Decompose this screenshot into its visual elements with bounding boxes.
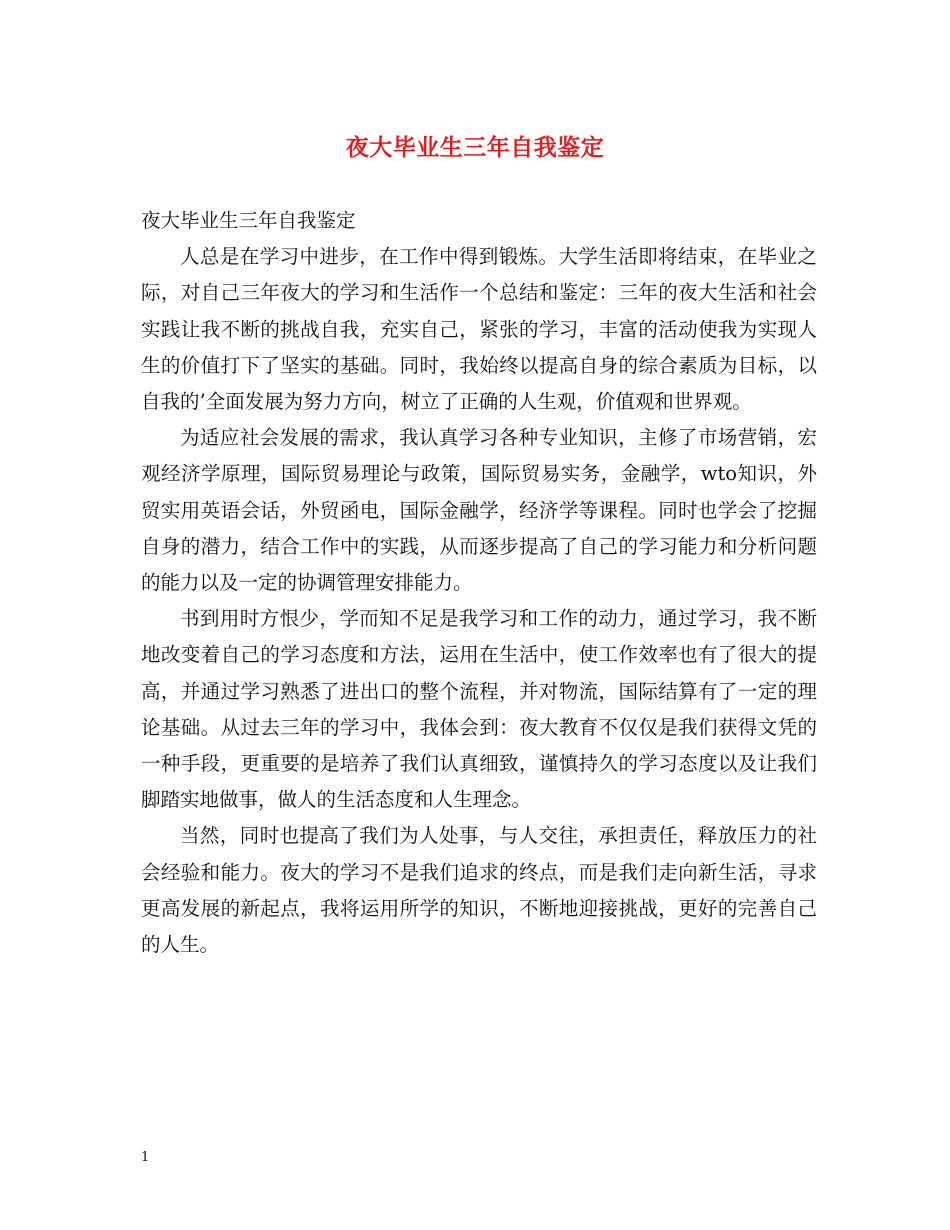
body-paragraph-3: 书到用时方恨少，学而知不足是我学习和工作的动力，通过学习，我不断地改变着自己的学习态度和方法，运用在生活中，使工作效率也有了很大的提高，并通过学习熟悉了进出口的整个流程，并对物流，国际结算有了一定的理论基础。从过去三年的学习中，我体会到：夜大教育不仅仅是我们获得文凭的一种手段，更重要的是培养了我们认真细致，谨慎持久的学习态度以及让我们脚踏实地做事，做人的生活态度和人生理念。 <box>141 607 817 812</box>
body-paragraph-1: 人总是在学习中进步，在工作中得到锻炼。大学生活即将结束，在毕业之际，对自己三年夜大的学习和生活作一个总结和鉴定：三年的夜大生活和社会实践让我不断的挑战自我，充实自己，紧张的学习，丰富的活动使我为实现人生的价值打下了坚实的基础。同时，我始终以提高自身的综合素质为目标，以自我的’全面发展为努力方向，树立了正确的人生观，价值观和世界观。 <box>141 245 817 414</box>
body-paragraph-2: 为适应社会发展的需求，我认真学习各种专业知识，主修了市场营销，宏观经济学原理，国际贸易理论与政策，国际贸易实务，金融学，wto知识，外贸实用英语会话，外贸函电，国际金融学，经济学等课程。同时也学会了挖掘自身的潜力，结合工作中的实践，从而逐步提高了自己的学习能力和分析问题的能力以及一定的协调管理安排能力。 <box>141 426 817 595</box>
document-title: 夜大毕业生三年自我鉴定 <box>345 134 605 161</box>
page-number: 1 <box>141 1150 150 1165</box>
document-body <box>141 203 817 963</box>
body-paragraph-4: 当然，同时也提高了我们为人处事，与人交往，承担责任，释放压力的社会经验和能力。夜大的学习不是我们追求的终点，而是我们走向新生活，寻求更高发展的新起点，我将运用所学的知识，不断地迎接挑战，更好的完善自己的人生。 <box>141 824 817 957</box>
document-subtitle: 夜大毕业生三年自我鉴定 <box>141 209 356 232</box>
